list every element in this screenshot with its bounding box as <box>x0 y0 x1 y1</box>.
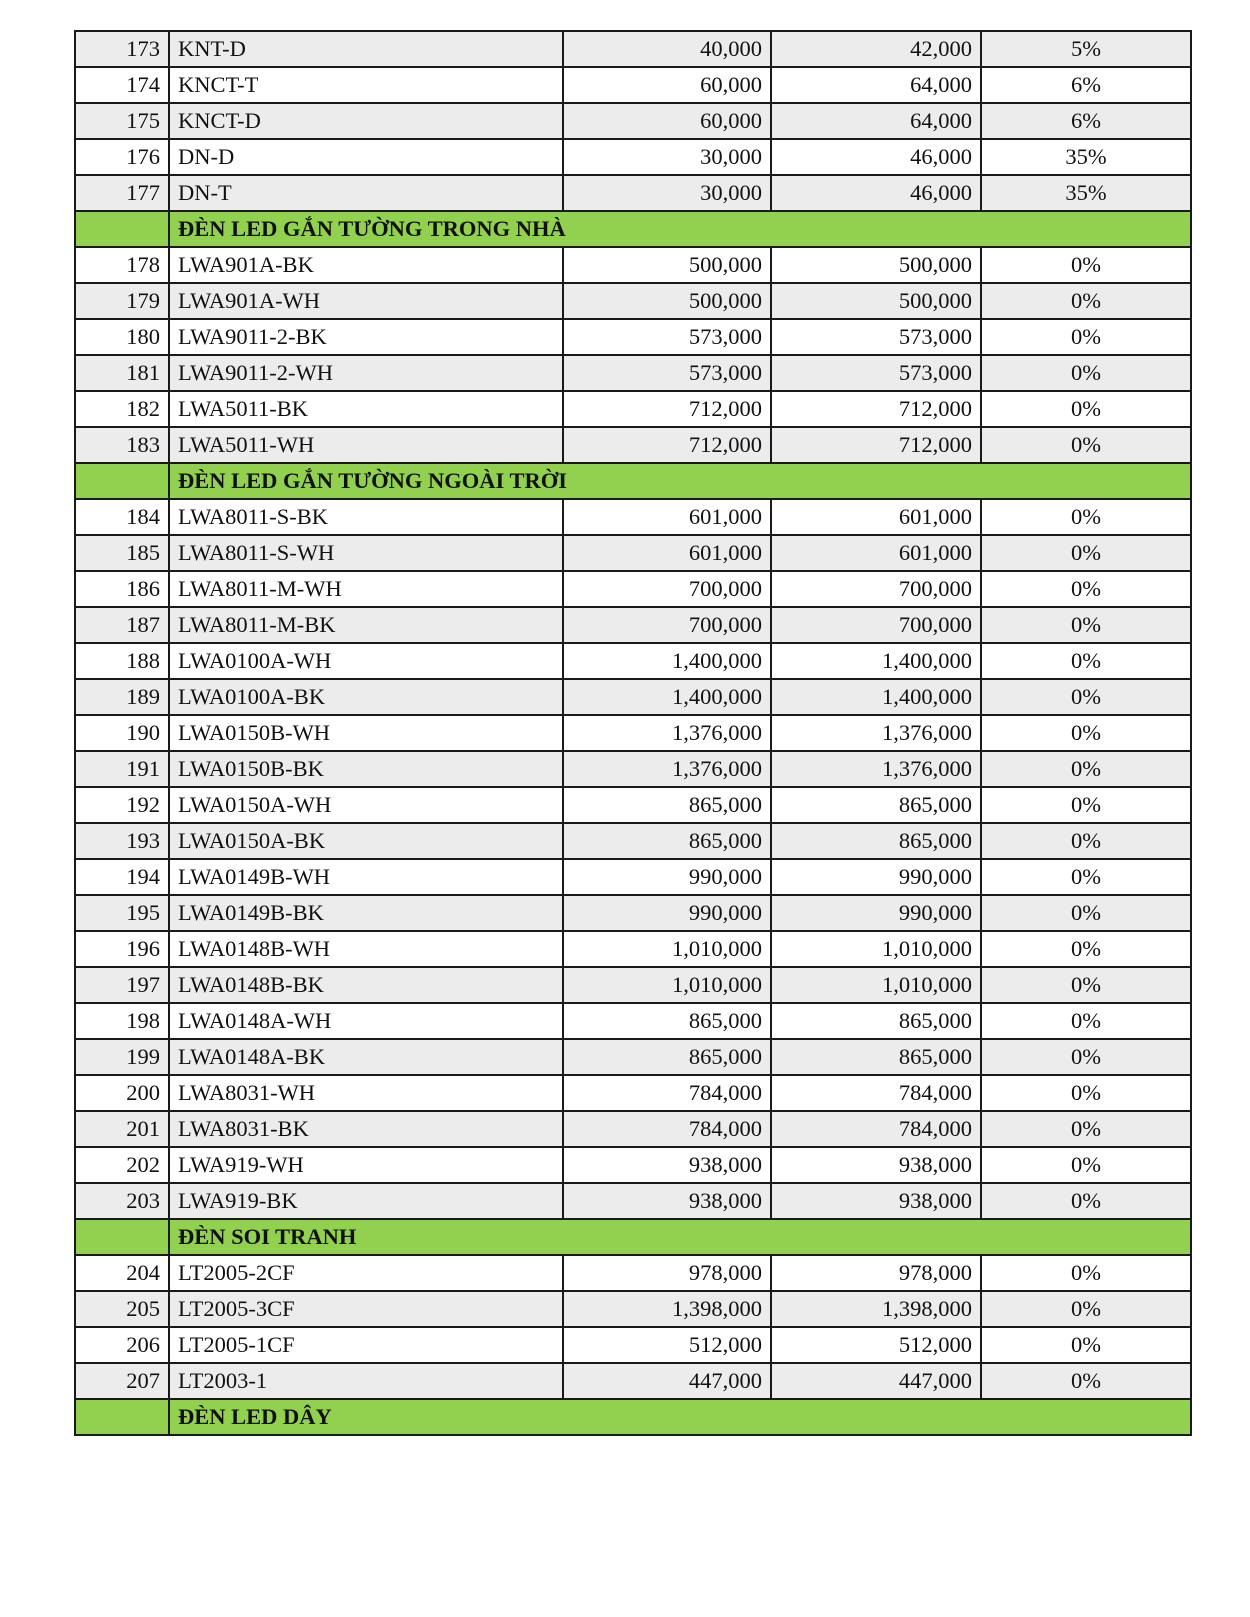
percent-change-cell: 0% <box>981 931 1191 967</box>
product-code-cell: LWA0149B-WH <box>169 859 563 895</box>
section-blank-cell <box>75 211 169 247</box>
new-price-cell: 938,000 <box>771 1183 981 1219</box>
new-price-cell: 784,000 <box>771 1075 981 1111</box>
old-price-cell: 865,000 <box>563 1039 771 1075</box>
new-price-cell: 500,000 <box>771 247 981 283</box>
percent-change-cell: 0% <box>981 1003 1191 1039</box>
row-number-cell: 189 <box>75 679 169 715</box>
old-price-cell: 784,000 <box>563 1111 771 1147</box>
table-row <box>75 535 1191 571</box>
row-number-cell: 194 <box>75 859 169 895</box>
percent-change-cell: 0% <box>981 1183 1191 1219</box>
product-code-cell: KNCT-T <box>169 67 563 103</box>
product-code-cell: LWA0150B-WH <box>169 715 563 751</box>
table-row <box>75 103 1191 139</box>
percent-change-cell: 0% <box>981 391 1191 427</box>
new-price-cell: 990,000 <box>771 859 981 895</box>
product-code-cell: LWA901A-BK <box>169 247 563 283</box>
table-row <box>75 499 1191 535</box>
row-number-cell: 175 <box>75 103 169 139</box>
product-code-cell: LWA0148B-WH <box>169 931 563 967</box>
row-number-cell: 196 <box>75 931 169 967</box>
percent-change-cell: 0% <box>981 1111 1191 1147</box>
row-number-cell: 174 <box>75 67 169 103</box>
old-price-cell: 500,000 <box>563 283 771 319</box>
new-price-cell: 1,010,000 <box>771 931 981 967</box>
new-price-cell: 46,000 <box>771 139 981 175</box>
row-number-cell: 204 <box>75 1255 169 1291</box>
section-blank-cell <box>75 463 169 499</box>
old-price-cell: 1,400,000 <box>563 679 771 715</box>
product-code-cell: DN-D <box>169 139 563 175</box>
percent-change-cell: 0% <box>981 967 1191 1003</box>
table-row <box>75 427 1191 463</box>
percent-change-cell: 0% <box>981 355 1191 391</box>
percent-change-cell: 0% <box>981 823 1191 859</box>
table-row <box>75 1255 1191 1291</box>
row-number-cell: 200 <box>75 1075 169 1111</box>
percent-change-cell: 0% <box>981 1075 1191 1111</box>
product-code-cell: LWA0100A-BK <box>169 679 563 715</box>
percent-change-cell: 0% <box>981 895 1191 931</box>
new-price-cell: 1,400,000 <box>771 679 981 715</box>
percent-change-cell: 0% <box>981 319 1191 355</box>
row-number-cell: 185 <box>75 535 169 571</box>
row-number-cell: 186 <box>75 571 169 607</box>
old-price-cell: 700,000 <box>563 607 771 643</box>
row-number-cell: 187 <box>75 607 169 643</box>
table-row <box>75 1039 1191 1075</box>
product-code-cell: LWA8011-M-BK <box>169 607 563 643</box>
new-price-cell: 978,000 <box>771 1255 981 1291</box>
new-price-cell: 712,000 <box>771 427 981 463</box>
new-price-cell: 601,000 <box>771 499 981 535</box>
section-header-row <box>75 1219 1191 1255</box>
new-price-cell: 938,000 <box>771 1147 981 1183</box>
row-number-cell: 202 <box>75 1147 169 1183</box>
new-price-cell: 700,000 <box>771 571 981 607</box>
new-price-cell: 573,000 <box>771 355 981 391</box>
old-price-cell: 1,376,000 <box>563 715 771 751</box>
product-code-cell: LWA919-WH <box>169 1147 563 1183</box>
new-price-cell: 1,398,000 <box>771 1291 981 1327</box>
old-price-cell: 990,000 <box>563 859 771 895</box>
old-price-cell: 30,000 <box>563 175 771 211</box>
row-number-cell: 176 <box>75 139 169 175</box>
product-code-cell: LWA0150A-BK <box>169 823 563 859</box>
new-price-cell: 64,000 <box>771 103 981 139</box>
section-header-row <box>75 463 1191 499</box>
table-row <box>75 1147 1191 1183</box>
new-price-cell: 601,000 <box>771 535 981 571</box>
percent-change-cell: 0% <box>981 607 1191 643</box>
old-price-cell: 712,000 <box>563 391 771 427</box>
row-number-cell: 195 <box>75 895 169 931</box>
product-code-cell: LT2005-3CF <box>169 1291 563 1327</box>
percent-change-cell: 0% <box>981 1039 1191 1075</box>
new-price-cell: 990,000 <box>771 895 981 931</box>
new-price-cell: 447,000 <box>771 1363 981 1399</box>
percent-change-cell: 0% <box>981 751 1191 787</box>
new-price-cell: 64,000 <box>771 67 981 103</box>
row-number-cell: 180 <box>75 319 169 355</box>
row-number-cell: 181 <box>75 355 169 391</box>
table-row <box>75 319 1191 355</box>
old-price-cell: 601,000 <box>563 535 771 571</box>
percent-change-cell: 0% <box>981 535 1191 571</box>
old-price-cell: 601,000 <box>563 499 771 535</box>
row-number-cell: 192 <box>75 787 169 823</box>
new-price-cell: 865,000 <box>771 1003 981 1039</box>
old-price-cell: 1,010,000 <box>563 967 771 1003</box>
table-row <box>75 931 1191 967</box>
product-code-cell: KNCT-D <box>169 103 563 139</box>
product-code-cell: DN-T <box>169 175 563 211</box>
percent-change-cell: 35% <box>981 139 1191 175</box>
section-blank-cell <box>75 1399 169 1435</box>
table-row <box>75 247 1191 283</box>
new-price-cell: 46,000 <box>771 175 981 211</box>
old-price-cell: 938,000 <box>563 1147 771 1183</box>
new-price-cell: 712,000 <box>771 391 981 427</box>
product-code-cell: LWA901A-WH <box>169 283 563 319</box>
new-price-cell: 1,400,000 <box>771 643 981 679</box>
new-price-cell: 1,376,000 <box>771 715 981 751</box>
table-row <box>75 1183 1191 1219</box>
old-price-cell: 60,000 <box>563 67 771 103</box>
percent-change-cell: 0% <box>981 1363 1191 1399</box>
table-row <box>75 1111 1191 1147</box>
percent-change-cell: 0% <box>981 1147 1191 1183</box>
row-number-cell: 177 <box>75 175 169 211</box>
table-row <box>75 679 1191 715</box>
percent-change-cell: 0% <box>981 787 1191 823</box>
old-price-cell: 573,000 <box>563 355 771 391</box>
row-number-cell: 207 <box>75 1363 169 1399</box>
percent-change-cell: 0% <box>981 499 1191 535</box>
table-body <box>75 31 1191 1435</box>
new-price-cell: 512,000 <box>771 1327 981 1363</box>
row-number-cell: 203 <box>75 1183 169 1219</box>
old-price-cell: 1,398,000 <box>563 1291 771 1327</box>
table-row <box>75 283 1191 319</box>
section-title: ĐÈN LED GẮN TƯỜNG TRONG NHÀ <box>169 211 1191 247</box>
section-title: ĐÈN LED DÂY <box>169 1399 1191 1435</box>
table-row <box>75 715 1191 751</box>
row-number-cell: 206 <box>75 1327 169 1363</box>
section-title: ĐÈN LED GẮN TƯỜNG NGOÀI TRỜI <box>169 463 1191 499</box>
old-price-cell: 712,000 <box>563 427 771 463</box>
new-price-cell: 865,000 <box>771 787 981 823</box>
old-price-cell: 1,400,000 <box>563 643 771 679</box>
new-price-cell: 700,000 <box>771 607 981 643</box>
table-row <box>75 31 1191 67</box>
table-row <box>75 607 1191 643</box>
old-price-cell: 447,000 <box>563 1363 771 1399</box>
table-row <box>75 643 1191 679</box>
table-row <box>75 1363 1191 1399</box>
table-row <box>75 751 1191 787</box>
product-code-cell: LWA0148A-WH <box>169 1003 563 1039</box>
row-number-cell: 191 <box>75 751 169 787</box>
product-code-cell: LWA9011-2-BK <box>169 319 563 355</box>
product-code-cell: LWA8011-M-WH <box>169 571 563 607</box>
product-code-cell: LWA0148A-BK <box>169 1039 563 1075</box>
old-price-cell: 500,000 <box>563 247 771 283</box>
new-price-cell: 784,000 <box>771 1111 981 1147</box>
new-price-cell: 42,000 <box>771 31 981 67</box>
product-code-cell: LT2005-1CF <box>169 1327 563 1363</box>
table-row <box>75 175 1191 211</box>
table-row <box>75 1003 1191 1039</box>
old-price-cell: 60,000 <box>563 103 771 139</box>
new-price-cell: 865,000 <box>771 1039 981 1075</box>
percent-change-cell: 6% <box>981 103 1191 139</box>
section-header-row <box>75 211 1191 247</box>
percent-change-cell: 0% <box>981 571 1191 607</box>
percent-change-cell: 6% <box>981 67 1191 103</box>
table-row <box>75 787 1191 823</box>
section-blank-cell <box>75 1219 169 1255</box>
old-price-cell: 865,000 <box>563 1003 771 1039</box>
percent-change-cell: 35% <box>981 175 1191 211</box>
row-number-cell: 179 <box>75 283 169 319</box>
new-price-cell: 1,376,000 <box>771 751 981 787</box>
row-number-cell: 201 <box>75 1111 169 1147</box>
row-number-cell: 182 <box>75 391 169 427</box>
product-code-cell: LT2003-1 <box>169 1363 563 1399</box>
table-row <box>75 895 1191 931</box>
product-code-cell: LWA8011-S-BK <box>169 499 563 535</box>
product-code-cell: LWA8011-S-WH <box>169 535 563 571</box>
row-number-cell: 178 <box>75 247 169 283</box>
product-code-cell: LWA0150A-WH <box>169 787 563 823</box>
percent-change-cell: 0% <box>981 643 1191 679</box>
new-price-cell: 573,000 <box>771 319 981 355</box>
new-price-cell: 865,000 <box>771 823 981 859</box>
table-row <box>75 1291 1191 1327</box>
row-number-cell: 188 <box>75 643 169 679</box>
old-price-cell: 1,376,000 <box>563 751 771 787</box>
table-row <box>75 823 1191 859</box>
row-number-cell: 198 <box>75 1003 169 1039</box>
product-code-cell: LWA0149B-BK <box>169 895 563 931</box>
row-number-cell: 197 <box>75 967 169 1003</box>
percent-change-cell: 0% <box>981 283 1191 319</box>
table-row <box>75 355 1191 391</box>
old-price-cell: 512,000 <box>563 1327 771 1363</box>
old-price-cell: 865,000 <box>563 787 771 823</box>
row-number-cell: 183 <box>75 427 169 463</box>
product-code-cell: LWA0148B-BK <box>169 967 563 1003</box>
price-table <box>74 30 1192 1436</box>
percent-change-cell: 0% <box>981 247 1191 283</box>
table-row <box>75 859 1191 895</box>
old-price-cell: 978,000 <box>563 1255 771 1291</box>
old-price-cell: 40,000 <box>563 31 771 67</box>
percent-change-cell: 0% <box>981 859 1191 895</box>
old-price-cell: 1,010,000 <box>563 931 771 967</box>
percent-change-cell: 0% <box>981 1327 1191 1363</box>
old-price-cell: 700,000 <box>563 571 771 607</box>
row-number-cell: 173 <box>75 31 169 67</box>
product-code-cell: LWA919-BK <box>169 1183 563 1219</box>
table-row <box>75 67 1191 103</box>
product-code-cell: LWA0100A-WH <box>169 643 563 679</box>
percent-change-cell: 0% <box>981 1255 1191 1291</box>
table-row <box>75 1075 1191 1111</box>
row-number-cell: 184 <box>75 499 169 535</box>
percent-change-cell: 5% <box>981 31 1191 67</box>
row-number-cell: 199 <box>75 1039 169 1075</box>
percent-change-cell: 0% <box>981 715 1191 751</box>
product-code-cell: LWA0150B-BK <box>169 751 563 787</box>
table-row <box>75 571 1191 607</box>
product-code-cell: LT2005-2CF <box>169 1255 563 1291</box>
product-code-cell: KNT-D <box>169 31 563 67</box>
old-price-cell: 865,000 <box>563 823 771 859</box>
table-row <box>75 967 1191 1003</box>
table-row <box>75 139 1191 175</box>
product-code-cell: LWA5011-BK <box>169 391 563 427</box>
section-title: ĐÈN SOI TRANH <box>169 1219 1191 1255</box>
old-price-cell: 573,000 <box>563 319 771 355</box>
product-code-cell: LWA8031-WH <box>169 1075 563 1111</box>
old-price-cell: 30,000 <box>563 139 771 175</box>
section-header-row <box>75 1399 1191 1435</box>
old-price-cell: 938,000 <box>563 1183 771 1219</box>
percent-change-cell: 0% <box>981 679 1191 715</box>
new-price-cell: 1,010,000 <box>771 967 981 1003</box>
table-row <box>75 1327 1191 1363</box>
old-price-cell: 784,000 <box>563 1075 771 1111</box>
table-row <box>75 391 1191 427</box>
new-price-cell: 500,000 <box>771 283 981 319</box>
old-price-cell: 990,000 <box>563 895 771 931</box>
product-code-cell: LWA9011-2-WH <box>169 355 563 391</box>
product-code-cell: LWA8031-BK <box>169 1111 563 1147</box>
row-number-cell: 193 <box>75 823 169 859</box>
product-code-cell: LWA5011-WH <box>169 427 563 463</box>
percent-change-cell: 0% <box>981 1291 1191 1327</box>
percent-change-cell: 0% <box>981 427 1191 463</box>
row-number-cell: 205 <box>75 1291 169 1327</box>
row-number-cell: 190 <box>75 715 169 751</box>
